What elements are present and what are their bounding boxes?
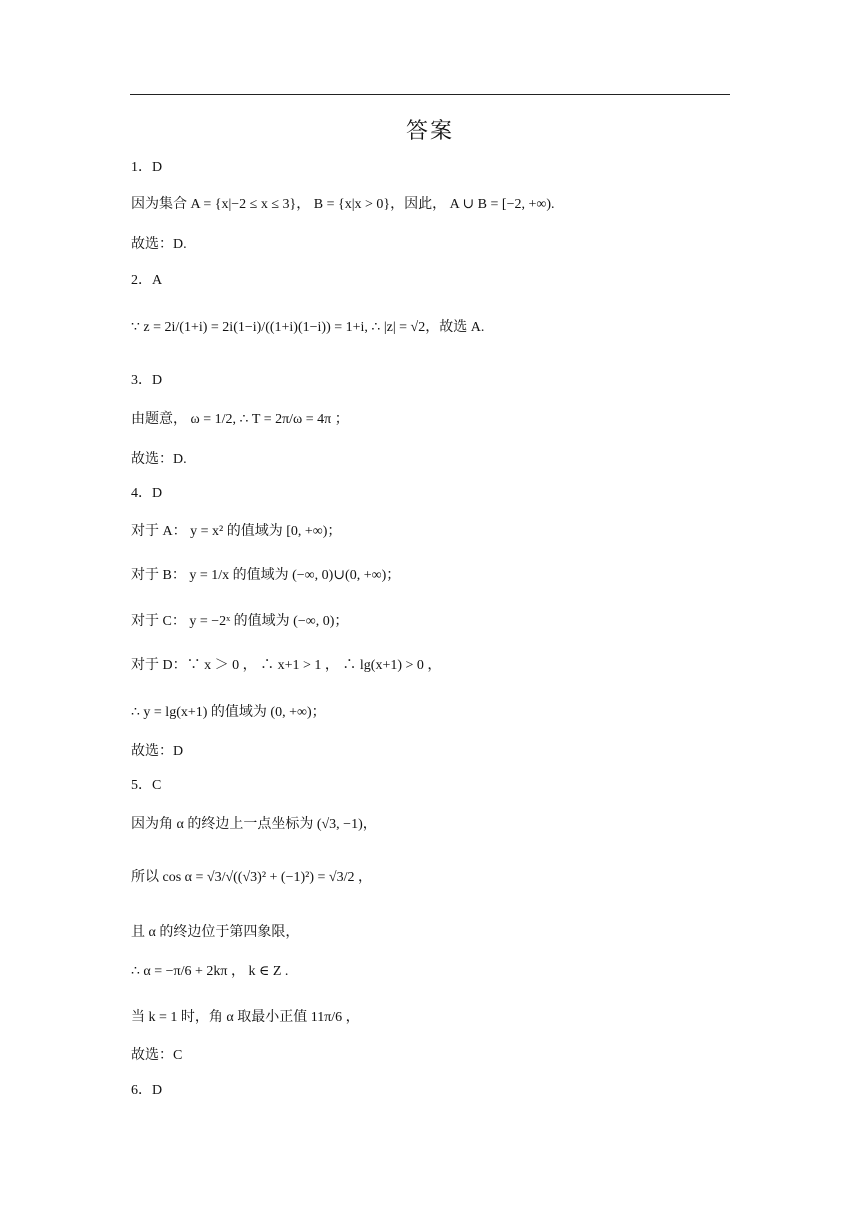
answer-number: 5．C	[131, 778, 162, 793]
solution-line: 对于 A： y = x² 的值域为 [0, +∞)；	[131, 524, 342, 539]
answer-number: 4．D	[131, 486, 163, 501]
solution-line: ∴ α = −π/6 + 2kπ ， k ∈ Z .	[131, 964, 289, 979]
solution-line: 且 α 的终边位于第四象限，	[131, 925, 300, 940]
answer-number: 1．D	[131, 160, 163, 175]
page-title: 答案	[405, 118, 454, 143]
answer-number: 2．A	[131, 273, 163, 288]
solution-line: 对于 D：∵ x ＞ 0 ， ∴ x+1 > 1 ， ∴ lg(x+1) > 0 ，	[131, 658, 442, 673]
solution-line: 对于 C： y = −2ˣ 的值域为 (−∞, 0)；	[131, 614, 349, 629]
answer-number: 6．D	[131, 1083, 163, 1098]
solution-line: ∴ y = lg(x+1) 的值域为 (0, +∞)；	[131, 705, 326, 720]
solution-line: 故选：D.	[131, 452, 187, 467]
solution-line: 因为集合 A = {x|−2 ≤ x ≤ 3}， B = {x|x > 0}，因此， A ∪ B = [−2, +∞).	[131, 197, 555, 212]
solution-line: 故选：D.	[131, 237, 187, 252]
solution-line: 对于 B： y = 1/x 的值域为 (−∞, 0)∪(0, +∞)；	[131, 568, 401, 583]
solution-line: 由题意， ω = 1/2, ∴ T = 2π/ω = 4π ；	[131, 412, 349, 427]
answer-number: 3．D	[131, 373, 163, 388]
solution-line: 当 k = 1 时，角 α 取最小正值 11π/6 ，	[131, 1010, 360, 1025]
header-rule	[130, 94, 730, 95]
solution-line: ∵ z = 2i/(1+i) = 2i(1−i)/((1+i)(1−i)) = 1+i, ∴ |z| = √2，故选 A.	[131, 320, 485, 335]
solution-line: 故选：D	[131, 744, 184, 759]
solution-line: 因为角 α 的终边上一点坐标为 (√3, −1)，	[131, 817, 377, 832]
solution-line: 故选：C	[131, 1048, 183, 1063]
solution-line: 所以 cos α = √3/√((√3)² + (−1)²) = √3/2 ，	[131, 870, 372, 885]
